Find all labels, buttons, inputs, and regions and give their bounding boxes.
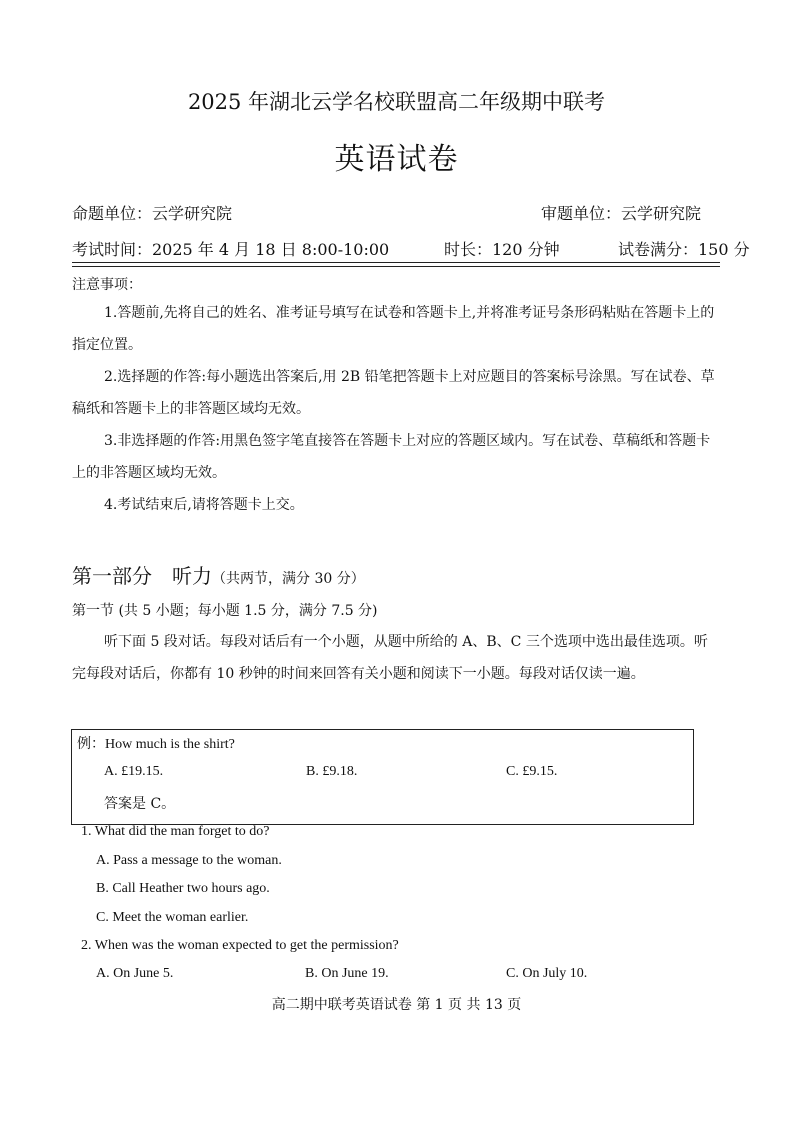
notice-item: 2.选择题的作答:每小题选出答案后,用 2B 铅笔把答题卡上对应题目的答案标号涂黑。写在试卷、草稿纸和答题卡上的非答题区域均无效。 xyxy=(72,369,715,417)
exam-duration: 时长：120 分钟 xyxy=(444,240,560,259)
part1-title: 第一部分 听力 xyxy=(72,564,212,588)
part1-heading xyxy=(72,560,365,589)
exam-title: 2025 年湖北云学名校联盟高二年级期中联考 xyxy=(187,90,606,114)
example-answer: 答案是 C。 xyxy=(104,796,176,812)
page-footer: 高二期中联考英语试卷 第 1 页 共 13 页 xyxy=(271,997,522,1013)
notice-item: 4.考试结束后,请将答题卡上交。 xyxy=(104,497,304,513)
example-question: 例：How much is the shirt? xyxy=(77,737,235,752)
section1-heading: 第一节 (共 5 小题；每小题 1.5 分，满分 7.5 分) xyxy=(72,603,378,619)
subject-title: 英语试卷 xyxy=(334,142,459,177)
question-1-stem: 1. What did the man forget to do? xyxy=(81,824,270,839)
notice-item: 3.非选择题的作答:用黑色签字笔直接答在答题卡上对应的答题区域内。写在试卷、草稿纸和答题卡上的非答题区域均无效。 xyxy=(72,433,711,481)
exam-time: 考试时间：2025 年 4 月 18 日 8:00-10:00 xyxy=(72,240,390,259)
notice-list xyxy=(72,297,720,521)
example-option-a: A. £19.15. xyxy=(104,764,164,779)
question-2-option-b: B. On June 19. xyxy=(305,966,389,981)
part1-note: （共两节，满分 30 分） xyxy=(212,571,365,587)
question-1-option-c: C. Meet the woman earlier. xyxy=(96,910,249,925)
question-1-option-a: A. Pass a message to the woman. xyxy=(96,853,282,868)
full-score: 试卷满分：150 分 xyxy=(618,240,750,259)
header-divider-top xyxy=(72,262,720,263)
notice-item: 1.答题前,先将自己的姓名、准考证号填写在试卷和答题卡上,并将准考证号条形码粘贴在答题卡上的指定位置。 xyxy=(72,305,715,353)
example-option-b: B. £9.18. xyxy=(306,764,358,779)
example-option-c: C. £9.15. xyxy=(506,764,558,779)
question-2-stem: 2. When was the woman expected to get the permission? xyxy=(81,938,399,953)
header-divider-bottom xyxy=(72,266,720,267)
setter-unit: 命题单位：云学研究院 xyxy=(72,204,233,223)
listening-instructions xyxy=(72,626,720,690)
question-2-option-a: A. On June 5. xyxy=(96,966,174,981)
instructions-text: 听下面 5 段对话。每段对话后有一个小题，从题中所给的 A、B、C 三个选项中选出最佳选项。听完每段对话后，你都有 10 秒钟的时间来回答有关小题和阅读下一小题。每段对话仅读一遍。 xyxy=(72,634,708,682)
notice-label: 注意事项： xyxy=(72,277,142,293)
question-2-option-c: C. On July 10. xyxy=(506,966,588,981)
reviewer-unit: 审题单位：云学研究院 xyxy=(541,204,702,223)
question-1-option-b: B. Call Heather two hours ago. xyxy=(96,881,270,896)
